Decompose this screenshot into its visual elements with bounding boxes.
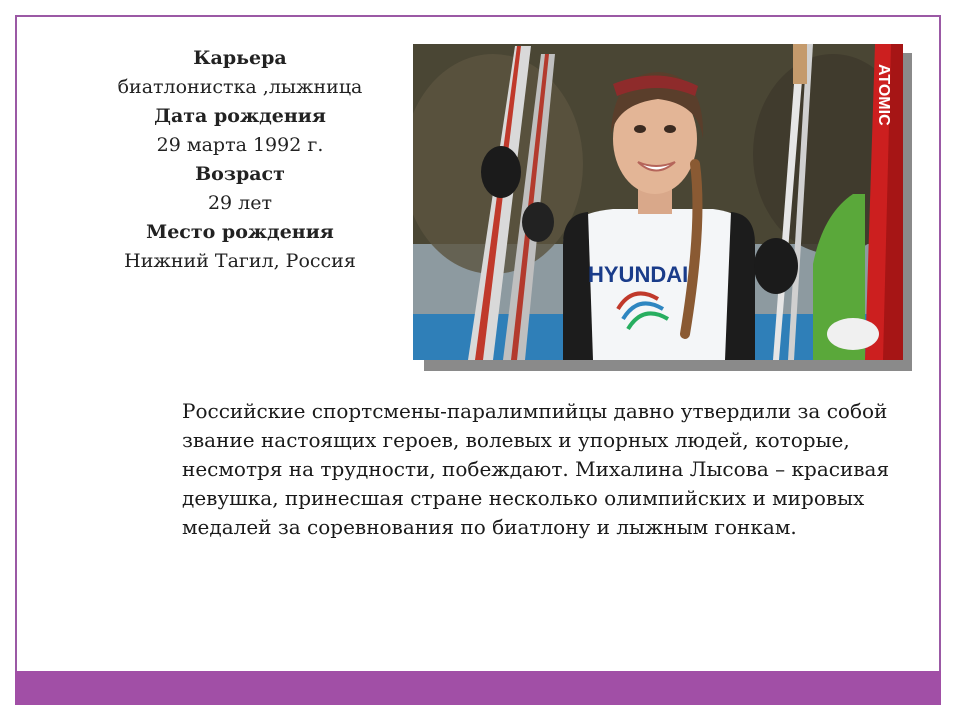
ski-brand-text: ATOMIC [875, 64, 892, 126]
athlete-photo [413, 44, 903, 360]
birthdate-value: 29 марта 1992 г. [156, 134, 324, 156]
birthdate-label: Дата рождения [154, 105, 326, 127]
description-text: Российские спортсмены-паралимпийцы давно утвердили за собой звание настоящих героев, волевых и упорных людей, которые, несмотря на трудности, побеждают. Михалина Лысова – красивая девушка, принесшая стране несколько олимпийских и мировых медалей за соревнования по биатлону и лыжным гонкам. [182, 399, 890, 539]
career-label: Карьера [193, 47, 287, 69]
career-value: биатлонистка ,лыжница [117, 76, 363, 98]
footer-bar [15, 671, 941, 705]
birthplace-value: Нижний Тагил, Россия [124, 250, 356, 272]
age-value: 29 лет [207, 192, 273, 214]
age-label: Возраст [195, 163, 285, 185]
birthplace-label: Место рождения [146, 221, 334, 243]
bib-brand-text: HYUNDAI [588, 262, 689, 287]
bio-panel [95, 44, 385, 276]
athlete-photo-illustration [413, 44, 903, 360]
